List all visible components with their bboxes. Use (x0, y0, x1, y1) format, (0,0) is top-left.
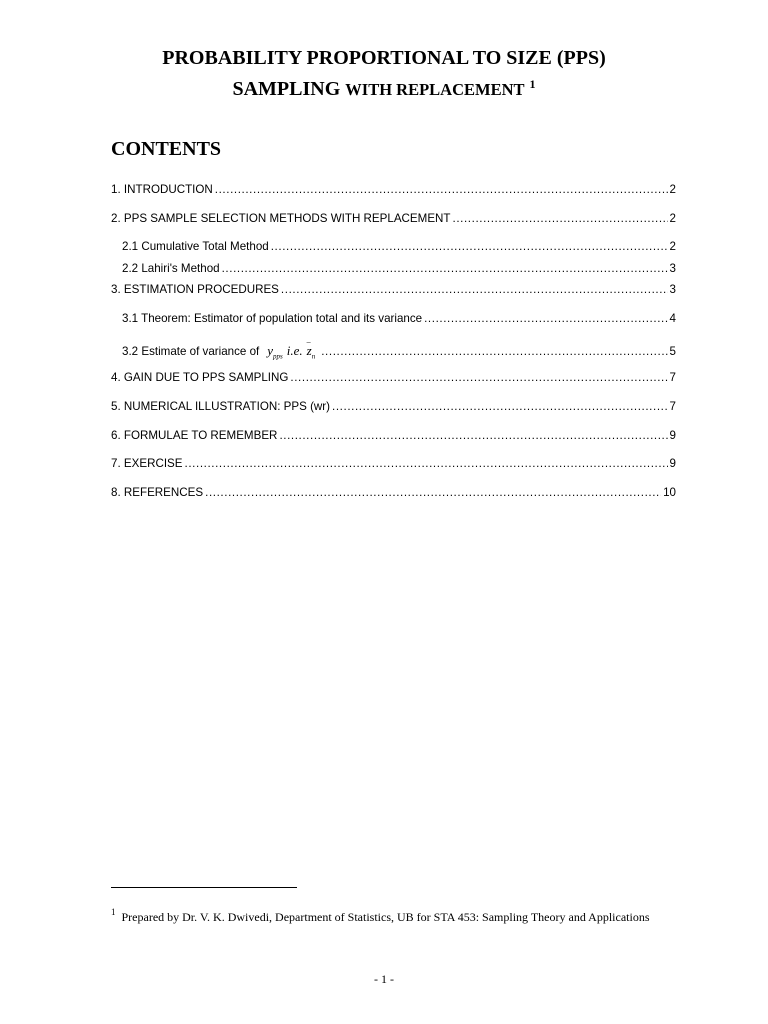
toc-leader (453, 211, 668, 227)
toc-label: 8. REFERENCES (111, 486, 204, 499)
toc-page: 4 (669, 312, 676, 325)
title-word-sampling: SAMPLING (232, 78, 341, 100)
toc-entry-variance-estimate[interactable] (122, 343, 676, 365)
toc-entry-theorem[interactable] (122, 311, 676, 327)
toc-label: 2. PPS SAMPLE SELECTION METHODS WITH REPLACEMENT (111, 212, 451, 225)
toc-label: 7. EXERCISE (111, 457, 183, 470)
toc-leader (290, 370, 667, 386)
toc-leader (185, 456, 668, 472)
toc-label: 5. NUMERICAL ILLUSTRATION: PPS (wr) (111, 400, 331, 413)
toc-leader (321, 344, 667, 360)
toc-label: 2.2 Lahiri's Method (122, 262, 220, 275)
toc-entry-references[interactable] (111, 485, 676, 501)
footnote-text: Prepared by Dr. V. K. Dwivedi, Department of Statistics, UB for STA 453: Sampling Theory and Applications (121, 910, 650, 924)
toc-leader (424, 311, 667, 327)
math-z-subscript: n (311, 352, 316, 361)
toc-page: 2 (669, 240, 676, 253)
toc-entry-introduction[interactable] (111, 182, 676, 198)
toc-page: 7 (669, 371, 676, 384)
title-with-replacement: WITH REPLACEMENT (345, 80, 525, 99)
document-title-line-2 (0, 72, 768, 102)
toc-page: 2 (669, 212, 676, 225)
toc-leader (215, 182, 668, 198)
toc-leader (205, 485, 661, 501)
toc-page: 7 (669, 400, 676, 413)
toc-label: 1. INTRODUCTION (111, 183, 213, 196)
toc-leader (332, 399, 668, 415)
toc-page: 9 (669, 429, 676, 442)
toc-entry-cumulative-total[interactable] (122, 239, 676, 255)
footnote (111, 904, 676, 926)
document-title-line-1: PROBABILITY PROPORTIONAL TO SIZE (PPS) (162, 47, 606, 69)
toc-page: 9 (669, 457, 676, 470)
footnote-separator (111, 887, 297, 888)
toc-leader (222, 261, 668, 277)
math-z-bar: – z (307, 343, 312, 359)
math-y: y (267, 343, 274, 358)
toc-page: 5 (669, 345, 676, 358)
toc-leader (279, 428, 667, 444)
toc-label: 3. ESTIMATION PROCEDURES (111, 283, 279, 296)
toc-label: 3.1 Theorem: Estimator of population total and its variance (122, 312, 423, 325)
toc-page: 2 (669, 183, 676, 196)
toc-entry-gain[interactable] (111, 370, 676, 386)
variance-formula (267, 343, 315, 365)
toc-label: 2.1 Cumulative Total Method (122, 240, 269, 253)
toc-label: 3.2 Estimate of variance of (122, 345, 260, 358)
toc-leader (281, 282, 668, 298)
toc-page: 3 (669, 283, 676, 296)
toc-label: 6. FORMULAE TO REMEMBER (111, 429, 278, 442)
toc-entry-numerical[interactable] (111, 399, 676, 415)
toc-entry-lahiri[interactable] (122, 261, 676, 277)
toc-page: 10 (663, 486, 676, 499)
math-y-subscript: pps (273, 352, 283, 361)
toc-entry-exercise[interactable] (111, 456, 676, 472)
math-ie: i.e. (286, 343, 303, 358)
toc-entry-estimation[interactable] (111, 282, 676, 298)
contents-heading: CONTENTS (111, 138, 222, 160)
toc-page: 3 (669, 262, 676, 275)
toc-entry-formulae[interactable] (111, 428, 676, 444)
toc-leader (271, 239, 668, 255)
title-footnote-mark[interactable]: 1 (529, 77, 536, 91)
toc-entry-selection-methods[interactable] (111, 211, 676, 227)
footnote-mark: 1 (111, 907, 116, 917)
toc-label: 4. GAIN DUE TO PPS SAMPLING (111, 371, 289, 384)
page-number: - 1 - (374, 972, 394, 986)
